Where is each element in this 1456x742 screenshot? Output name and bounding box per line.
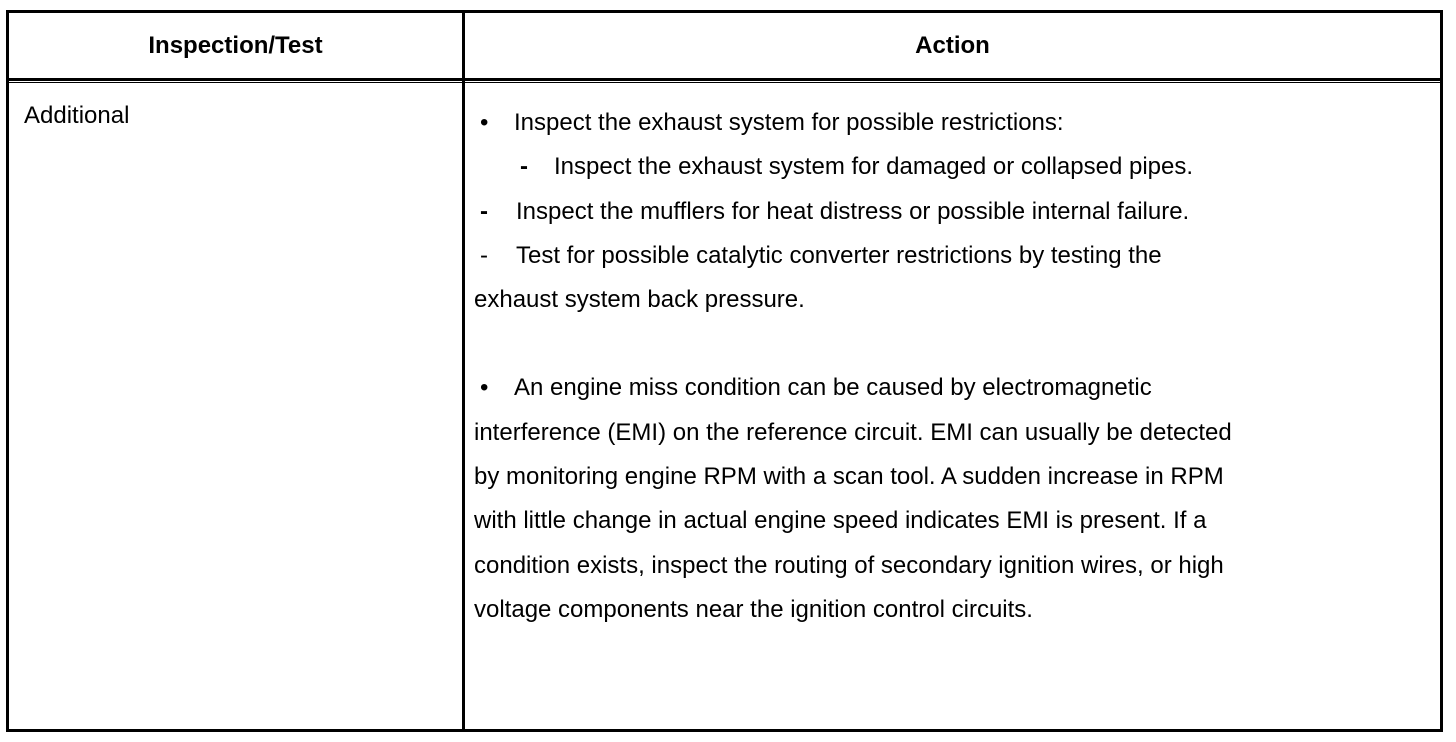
action-item-2-line-6: voltage components near the ignition control circuits.: [474, 595, 1033, 623]
list-item: [474, 101, 1374, 145]
bullet-icon: •: [480, 374, 489, 402]
header-action: Action: [915, 31, 990, 59]
list-item: [474, 366, 1374, 410]
list-item: [474, 145, 1374, 189]
list-item: [474, 190, 1374, 234]
dash-icon: -: [480, 241, 488, 269]
header-divider: [9, 78, 1440, 81]
header-divider-thin: [9, 82, 1440, 83]
action-sub-3-line-2: exhaust system back pressure.: [474, 286, 805, 314]
action-item-2-line-2: interference (EMI) on the reference circuit. EMI can usually be detected: [474, 418, 1232, 446]
spacer: [474, 322, 1374, 366]
cell-action: [474, 101, 1374, 632]
action-sub-2: Inspect the mufflers for heat distress or possible internal failure.: [516, 197, 1190, 225]
action-item-2-line-3: by monitoring engine RPM with a scan tool. A sudden increase in RPM: [474, 463, 1224, 491]
header-inspection-test: Inspection/Test: [148, 31, 323, 59]
column-divider: [462, 10, 465, 732]
dash-icon: -: [520, 153, 528, 181]
action-item-2-line-1: An engine miss condition can be caused by electromagnetic: [514, 374, 1152, 402]
action-sub-3-line-1: Test for possible catalytic converter restrictions by testing the: [516, 241, 1162, 269]
action-sub-1: Inspect the exhaust system for damaged or collapsed pipes.: [554, 153, 1194, 181]
bullet-icon: •: [480, 109, 489, 136]
action-item-2-line-4: with little change in actual engine speed indicates EMI is present. If a: [474, 507, 1207, 535]
action-item-1: Inspect the exhaust system for possible restrictions:: [514, 109, 1064, 136]
cell-inspection-additional: Additional: [24, 102, 130, 129]
inspection-table: [6, 10, 1443, 732]
dash-icon: -: [480, 197, 488, 225]
list-item: [474, 234, 1374, 278]
action-item-2-line-5: condition exists, inspect the routing of secondary ignition wires, or high: [474, 551, 1224, 579]
